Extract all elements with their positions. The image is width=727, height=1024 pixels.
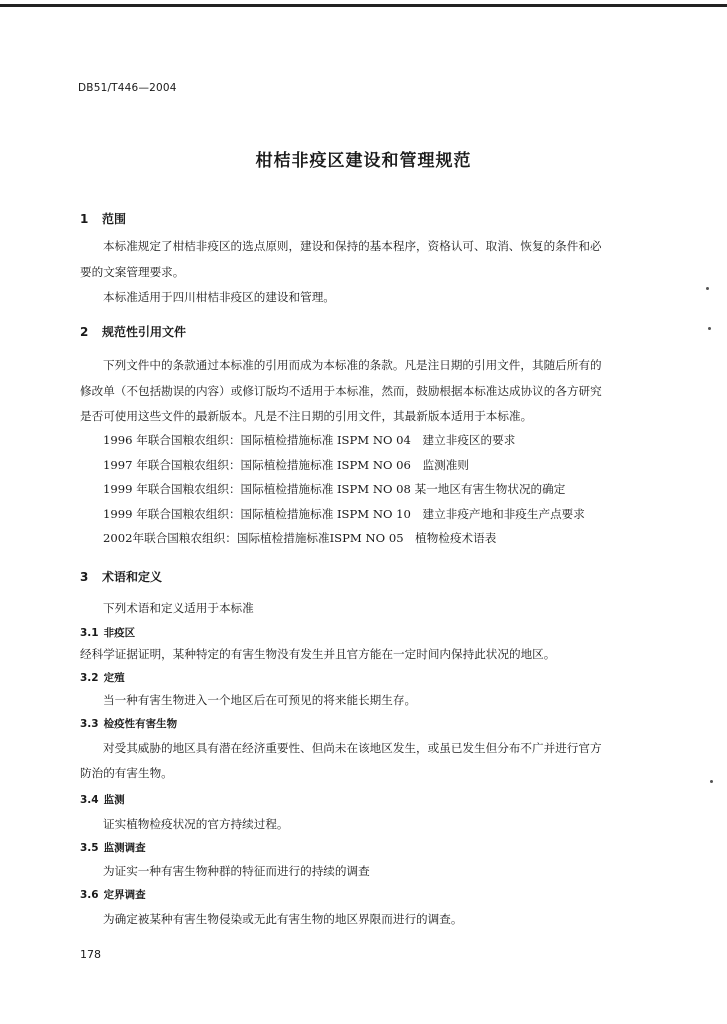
term-name: 监测调查 — [103, 842, 146, 854]
term-definition: 对受其威胁的地区具有潜在经济重要性、但尚未在该地区发生，或虽已发生但分布不广并进行官方 — [103, 741, 602, 755]
term-definition-continued: 防治的有害生物。 — [80, 766, 173, 780]
paragraph-line: 修改单（不包括勘误的内容）或修订版均不适用于本标准，然而，鼓励根据本标准达成协议的各方研究 — [80, 384, 602, 398]
term-definition: 为证实一种有害生物种群的特征而进行的持续的调查 — [103, 864, 370, 878]
term-name: 定殖 — [103, 672, 125, 684]
term-number: 3.2 — [80, 672, 99, 684]
section-2-heading — [80, 323, 186, 340]
term-definition: 证实植物检疫状况的官方持续过程。 — [103, 817, 289, 831]
term-heading — [80, 716, 177, 731]
term-number: 3.3 — [80, 718, 99, 730]
term-name: 定界调查 — [103, 889, 146, 901]
term-number: 3.6 — [80, 889, 99, 901]
page-number: 178 — [80, 948, 101, 961]
paragraph-line: 下列术语和定义适用于本标准 — [103, 601, 254, 615]
reference-item: 1996 年联合国粮农组织：国际植检措施标准 ISPM NO 04 建立非疫区的要求 — [103, 433, 516, 447]
paragraph-line: 本标准规定了柑桔非疫区的选点原则，建设和保持的基本程序，资格认可、取消、恢复的条件和必 — [103, 239, 602, 253]
term-heading — [80, 840, 146, 855]
section-title: 规范性引用文件 — [102, 325, 187, 339]
section-number: 1 — [80, 212, 89, 226]
paragraph-line: 要的文案管理要求。 — [80, 265, 185, 279]
section-3-heading — [80, 568, 162, 585]
term-number: 3.4 — [80, 794, 99, 806]
term-number: 3.1 — [80, 627, 99, 639]
paragraph-line: 是否可使用这些文件的最新版本。凡是不注日期的引用文件，其最新版本适用于本标准。 — [80, 409, 533, 423]
term-heading — [80, 792, 125, 807]
term-name: 检疫性有害生物 — [103, 718, 178, 730]
paragraph-line: 下列文件中的条款通过本标准的引用而成为本标准的条款。凡是注日期的引用文件，其随后所有的 — [103, 358, 602, 372]
term-name: 监测 — [103, 794, 125, 806]
scan-speck — [708, 327, 711, 330]
scan-speck — [706, 287, 709, 290]
term-number: 3.5 — [80, 842, 99, 854]
section-1-heading — [80, 210, 126, 227]
reference-item: 2002年联合国粮农组织：国际植检措施标准ISPM NO 05 植物检疫术语表 — [103, 531, 497, 545]
reference-item: 1999 年联合国粮农组织：国际植检措施标准 ISPM NO 08 某一地区有害生物状况的确定 — [103, 482, 566, 496]
term-definition: 为确定被某种有害生物侵染或无此有害生物的地区界限而进行的调查。 — [103, 912, 463, 926]
standard-code: DB51/T446—2004 — [78, 82, 177, 94]
term-name: 非疫区 — [103, 627, 136, 639]
term-heading — [80, 670, 125, 685]
document-title: 柑桔非疫区建设和管理规范 — [255, 151, 472, 171]
term-definition: 当一种有害生物进入一个地区后在可预见的将来能长期生存。 — [103, 693, 417, 707]
reference-item: 1999 年联合国粮农组织：国际植检措施标准 ISPM NO 10 建立非疫产地和非疫生产点要求 — [103, 507, 585, 521]
section-title: 范围 — [102, 212, 127, 226]
paragraph-line: 本标准适用于四川柑桔非疫区的建设和管理。 — [103, 290, 335, 304]
term-definition: 经科学证据证明，某种特定的有害生物没有发生并且官方能在一定时间内保持此状况的地区。 — [80, 647, 556, 661]
top-border-line — [0, 4, 727, 7]
section-number: 2 — [80, 325, 89, 339]
term-heading — [80, 887, 146, 902]
scan-speck — [710, 780, 713, 783]
term-heading — [80, 625, 135, 640]
reference-item: 1997 年联合国粮农组织：国际植检措施标准 ISPM NO 06 监测准则 — [103, 458, 469, 472]
section-number: 3 — [80, 570, 89, 584]
section-title: 术语和定义 — [102, 570, 163, 584]
